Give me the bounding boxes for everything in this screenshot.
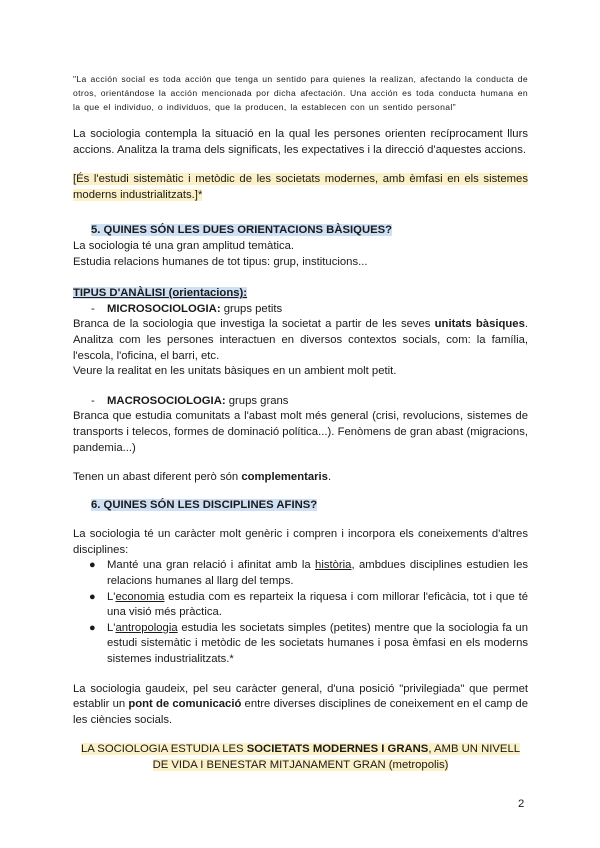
complementary-note bbox=[73, 470, 528, 486]
macro-label: MACROSOCIOLOGIA: bbox=[107, 394, 226, 407]
macro-sub: grups grans bbox=[225, 394, 289, 407]
micro-text-post: . Analitza com les persones interactuen en diversos contextos socials, com: la família, l'escola, l'oficina, el barri, etc. bbox=[73, 318, 528, 362]
final-bold: SOCIETATS MODERNES I GRANS bbox=[246, 743, 429, 756]
bullet-text-pre: Manté una gran relació i afinitat amb la bbox=[107, 559, 316, 572]
bullet-history-link[interactable]: història bbox=[315, 559, 352, 572]
bullet-economy-link[interactable]: economia bbox=[115, 590, 165, 603]
final-post: , AMB UN NIVELL DE VIDA I BENESTAR MITJANAMENT GRAN (metropolis) bbox=[152, 743, 521, 771]
document-page bbox=[73, 72, 528, 774]
section-6-title: 6. QUINES SÓN LES DISCIPLINES AFINS? bbox=[91, 498, 318, 511]
intro-paragraph: La sociologia contempla la situació en la qual les persones orienten recíprocament llurs accions. Analitza la trama dels significats, les expectatives i la direcció d'aquestes accions. bbox=[73, 128, 528, 156]
bullet-text-post: , ambdues disciplines estudien les relacions humanes al llarg del temps. bbox=[107, 559, 528, 588]
disciplines-list bbox=[73, 558, 528, 667]
list-item bbox=[73, 558, 528, 589]
closing-bold: pont de comunicació bbox=[128, 698, 242, 711]
micro-line-2: Veure la realitat en les unitats bàsiques en un ambient molt petit. bbox=[73, 365, 397, 378]
micro-text-bold: unitats bàsiques bbox=[434, 318, 525, 331]
section-6-heading bbox=[91, 498, 528, 514]
micro-dash: - bbox=[91, 302, 95, 315]
bullet-dot: ● bbox=[89, 559, 96, 572]
list-item bbox=[73, 590, 528, 621]
sociology-definition bbox=[73, 172, 528, 203]
definition-highlight: [És l'estudi sistemàtic i metòdic de les societats modernes, amb èmfasi en els sistemes moderns industrialitzats.]* bbox=[73, 173, 528, 201]
bullet-text-post: estudia les societats simples (petites) mentre que la sociologia fa un estudi sistemàtic i metòdic de les societats humanes i posa èmfasi en els moderns sistemes industrialitzats.* bbox=[107, 621, 528, 666]
section-5-line-2: Estudia relacions humanes de tot tipus: grup, institucions... bbox=[73, 255, 368, 268]
weber-quote: "La acción social es toda acción que tenga un sentido para quienes la realizan, afectando la conducta de otros, orientándose la acción mencionada por dicha afectación. Una acción es toda conducta humana en la que el individuo, o individuos, que la producen, la establecen con un sentido personal" bbox=[73, 74, 528, 112]
bullet-anthropology-link[interactable]: antropologia bbox=[115, 621, 178, 634]
macro-item bbox=[73, 394, 528, 410]
analysis-heading-text: TIPUS D'ANÀLISI (orientacions): bbox=[73, 287, 248, 300]
section-5-line-1: La sociologia té una gran amplitud temàtica. bbox=[73, 239, 295, 252]
macro-description: Branca que estudia comunitats a l'abast molt més general (crisi, revolucions, sistemes de transports i telecos, formes de dominació política...). Fenòmens de gran abast (migracions, pandemia...) bbox=[73, 410, 528, 454]
list-item bbox=[73, 621, 528, 668]
closing-paragraph bbox=[73, 682, 528, 729]
complement-pre: Tenen un abast diferent però són bbox=[73, 471, 242, 484]
final-pre: LA SOCIOLOGIA ESTUDIA LES bbox=[80, 743, 247, 756]
page-number: 2 bbox=[518, 798, 525, 810]
micro-description bbox=[73, 317, 528, 364]
analysis-heading bbox=[73, 286, 528, 302]
final-statement bbox=[73, 742, 528, 773]
bullet-dot: ● bbox=[89, 590, 96, 603]
micro-label: MICROSOCIOLOGIA: bbox=[107, 302, 221, 315]
complement-post: . bbox=[327, 471, 332, 484]
macro-dash: - bbox=[91, 394, 95, 407]
section-5-title: 5. QUINES SÓN LES DUES ORIENTACIONS BÀSIQUES? bbox=[91, 224, 393, 237]
bullet-text-pre: L' bbox=[107, 621, 116, 634]
bullet-text-post: estudia com es reparteix la riquesa i com millorar l'eficàcia, tot i que té una visió més pràctica. bbox=[107, 590, 528, 619]
section-5-heading bbox=[91, 223, 528, 239]
bullet-text-pre: L' bbox=[107, 590, 116, 603]
micro-item bbox=[73, 302, 528, 318]
closing-pre: La sociologia gaudeix, pel seu caràcter general, d'una posició "privilegiada" que permet establir un bbox=[73, 682, 528, 711]
bullet-dot: ● bbox=[89, 621, 96, 634]
micro-sub: grups petits bbox=[220, 302, 283, 315]
closing-post: entre diverses disciplines de coneixement en el camp de les ciències socials. bbox=[73, 698, 528, 726]
final-highlight bbox=[81, 743, 520, 771]
section-6-intro: La sociologia té un caràcter molt genèric i compren i incorpora els coneixements d'altres disciplines: bbox=[73, 528, 528, 556]
complement-bold: complementaris bbox=[241, 471, 328, 484]
micro-text-pre: Branca de la sociologia que investiga la societat a partir de les seves bbox=[73, 318, 435, 331]
